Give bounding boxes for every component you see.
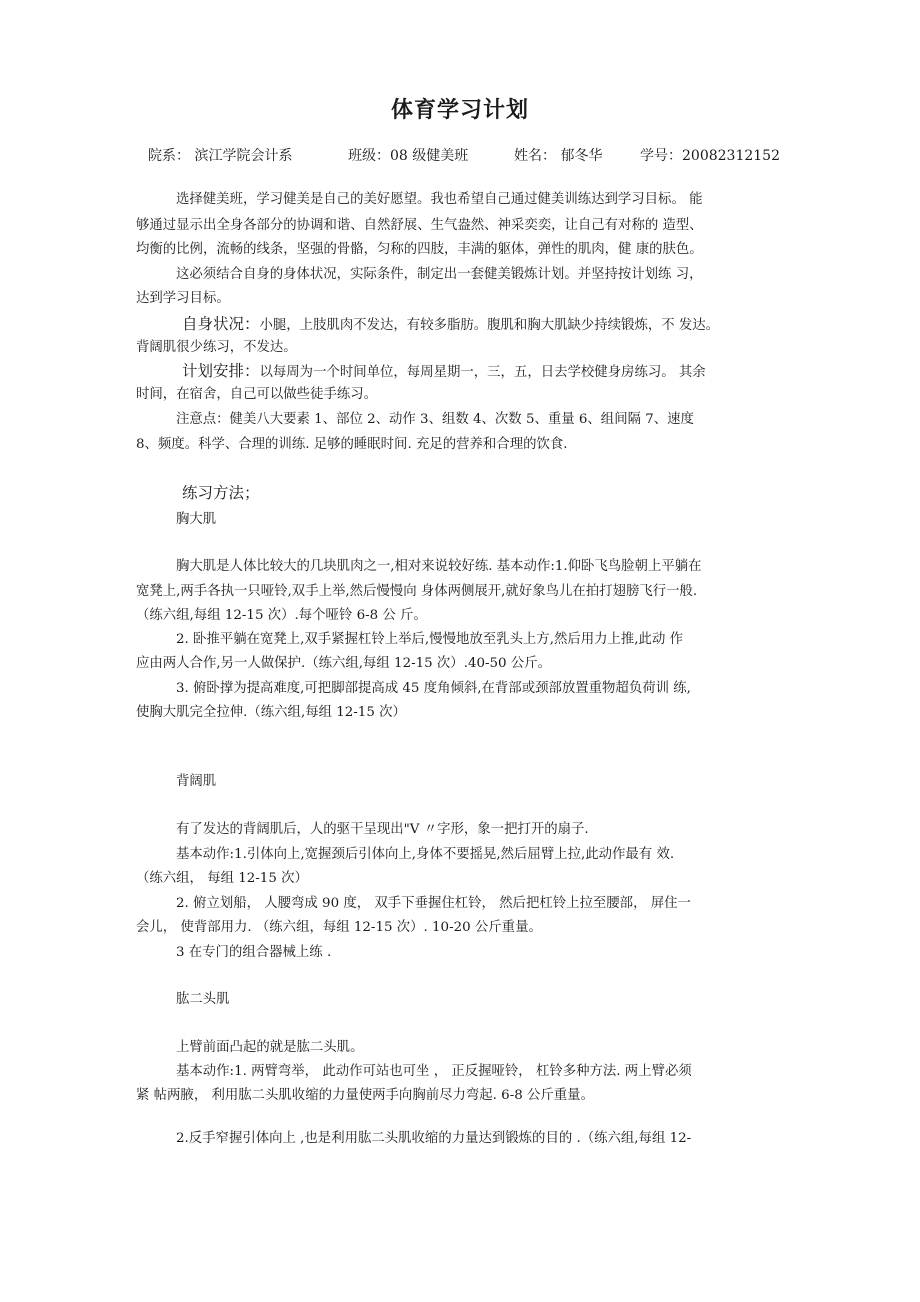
chest-heading: 胸大肌 xyxy=(176,512,217,527)
notes-line: 注意点：健美八大要素 1、部位 2、动作 3、组数 4、次数 5、重量 6、组间隔 7、速度 xyxy=(176,412,694,427)
intro-line: 达到学习目标。 xyxy=(136,291,230,306)
chest-line: （练六组,每组 12-15 次）.每个哑铃 6-8 公 斤。 xyxy=(136,608,427,623)
plan-line: 以每周为一个时间单位，每周星期一，三，五，日去学校健身房练习。 其余 xyxy=(259,365,706,380)
status-line: 小腿，上肢肌肉不发达，有较多脂肪。腹肌和胸大肌缺少持续锻炼，不 发达。 xyxy=(259,318,720,333)
back-line: （练六组， 每组 12-15 次） xyxy=(136,871,308,886)
intro-line: 这必须结合自身的身体状况，实际条件，制定出一套健美锻炼计划。并坚持按计划练 习， xyxy=(176,267,703,282)
biceps-line: 上臂前面凸起的就是肱二头肌。 xyxy=(176,1040,364,1055)
plan-paragraph xyxy=(182,360,706,384)
biceps-heading: 肱二头肌 xyxy=(176,992,230,1007)
biceps-line: 基本动作:1. 两臂弯举， 此动作可站也可坐 ， 正反握哑铃， 杠铃多种方法. 两上臂必须 xyxy=(176,1064,692,1079)
chest-line: 宽凳上,两手各执一只哑铃,双手上举,然后慢慢向 身体两侧展开,就好象鸟儿在拍打翅膀飞行一般. xyxy=(136,584,698,599)
student-info xyxy=(148,145,848,167)
plan-line: 时间，在宿舍，自己可以做些徒手练习。 xyxy=(136,387,378,402)
biceps-line: 2.反手窄握引体向上 ,也是利用肱二头肌收缩的力量达到锻炼的目的 .（练六组,每组 12- xyxy=(176,1131,692,1146)
chest-line: 应由两人合作,另一人做保护.（练六组,每组 12-15 次）.40-50 公斤。 xyxy=(136,656,551,671)
status-line: 背阔肌很少练习，不发达。 xyxy=(136,340,297,355)
chest-line: 3. 俯卧撑为提高难度,可把脚部提高成 45 度角倾斜,在背部或颈部放置重物超负荷训 练, xyxy=(176,681,691,696)
status-paragraph xyxy=(182,313,719,337)
back-heading: 背阔肌 xyxy=(176,774,217,789)
chest-line: 2. 卧推平躺在宽凳上,双手紧握杠铃上举后,慢慢地放至乳头上方,然后用力上推,此动 作 xyxy=(176,632,683,647)
document-title: 体育学习计划 xyxy=(390,98,529,123)
notes-line: 8、频度。科学、合理的训练. 足够的睡眠时间. 充足的营养和合理的饮食. xyxy=(136,437,568,452)
back-line: 会儿， 使背部用力. （练六组，每组 12-15 次）. 10-20 公斤重量。 xyxy=(136,920,542,935)
back-line: 2. 俯立划船， 人腰弯成 90 度， 双手下垂握住杠铃， 然后把杠铃上拉至腰部， 屏住一 xyxy=(176,896,691,911)
plan-label: 计划安排： xyxy=(182,362,260,380)
info-name: 姓名： 郁冬华 xyxy=(514,148,603,164)
intro-line: 选择健美班，学习健美是自己的美好愿望。我也希望自己通过健美训练达到学习目标。 能 xyxy=(176,192,703,207)
chest-line: 使胸大肌完全拉伸.（练六组,每组 12-15 次） xyxy=(136,705,406,720)
biceps-line: 紧 帖两腋， 利用肱二头肌收缩的力量使两手向胸前尽力弯起. 6-8 公斤重量。 xyxy=(136,1088,594,1103)
back-line: 有了发达的背阔肌后，人的驱干呈现出"V 〃字形，象一把打开的扇子. xyxy=(176,822,589,837)
methods-heading: 练习方法； xyxy=(182,484,260,502)
back-line: 基本动作:1.引体向上,宽握颈后引体向上,身体不要摇晃,然后屈臂上拉,此动作最有 效. xyxy=(176,847,675,862)
chest-line: 胸大肌是人体比较大的几块肌肉之一,相对来说较好练. 基本动作:1.仰卧飞鸟脸朝上平躺在 xyxy=(176,559,702,574)
intro-line: 均衡的比例，流畅的线条，坚强的骨骼，匀称的四肢，丰满的躯体，弹性的肌肉，健 康的肤色。 xyxy=(136,242,703,257)
info-id: 学号：20082312152 xyxy=(640,148,780,164)
back-line: 3 在专门的组合器械上练 . xyxy=(176,945,332,960)
status-label: 自身状况： xyxy=(182,315,260,333)
info-dept: 院系： 滨江学院会计系 xyxy=(148,148,293,164)
info-class: 班级：08 级健美班 xyxy=(348,148,469,164)
intro-line: 够通过显示出全身各部分的协调和谐、自然舒展、生气盎然、神采奕奕，让自己有对称的 造型、 xyxy=(136,218,703,233)
